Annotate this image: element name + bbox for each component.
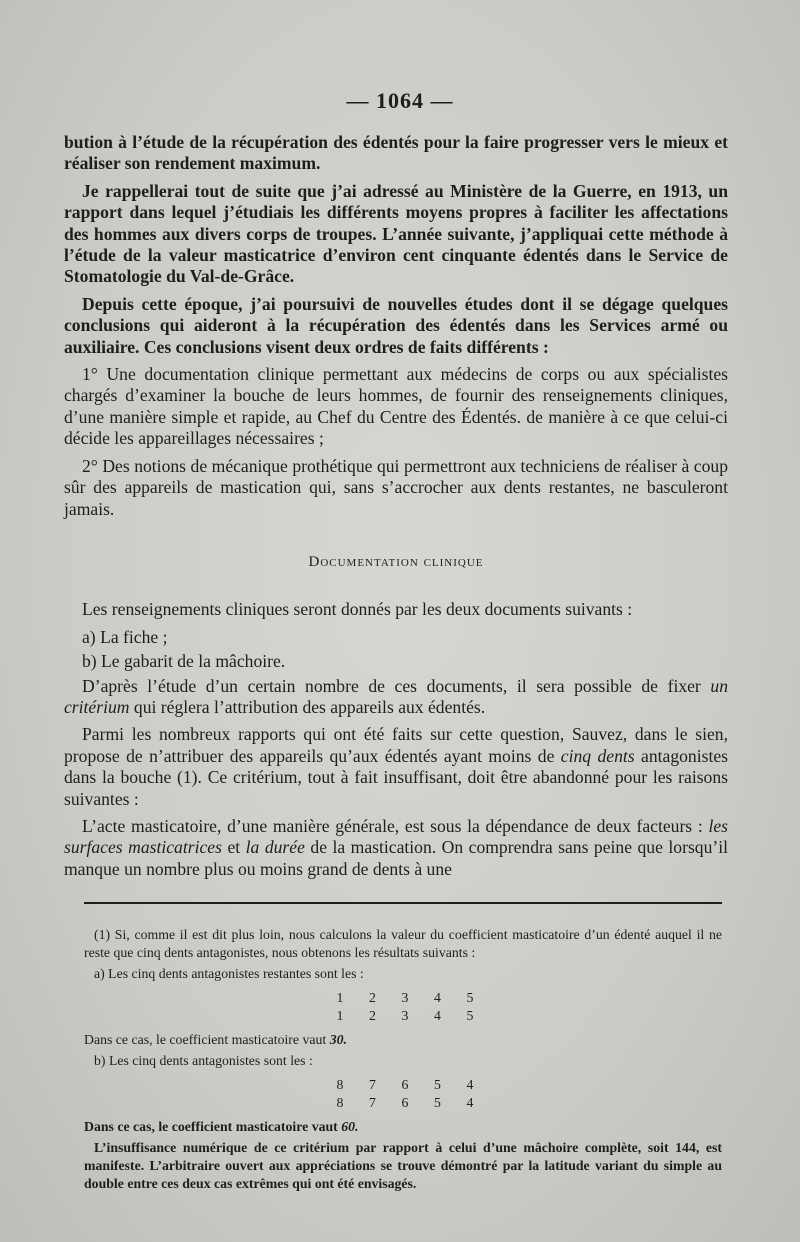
tooth-number: 6	[401, 1077, 409, 1092]
paragraph-2: Je rappellerai tout de suite que j’ai adressé au Ministère de la Guerre, en 1913, un rapport dans lequel j’étudiais les différents moyens propres à faciliter les affectations des hommes aux divers corps de troupes. L’année suivante, j’appliquai cette méthode à l’étude de la valeur masticatrice d’environ cent cinquante édentés dans le Service de Stomatologie du Val-de-Grâce.	[64, 180, 728, 287]
paragraph-5: 2° Des notions de mécanique prothétique qui permettront aux techniciens de réaliser à coup sûr des appareils de mastication qui, sans s’accrocher aux dents restantes, ne basculeront jamais.	[64, 455, 728, 519]
tooth-number: 4	[434, 990, 441, 1005]
paragraph-7-end: antagonistes dans la bouche (1). Ce critérium, tout à fait insuffisant, doit être abandonné pour les raisons suivantes :	[64, 745, 729, 809]
paragraph-6-start: D’après l’étude d’un certain nombre de ces documents, il sera possible de fixer	[82, 675, 701, 696]
paragraph-6-end: qui réglera l’attribution des appareils aux édentés.	[133, 696, 486, 717]
tooth-number: 7	[369, 1095, 376, 1110]
tooth-number: 8	[336, 1077, 344, 1092]
footnote	[84, 902, 722, 1196]
paragraph-7	[64, 724, 728, 810]
tooth-row	[330, 1076, 480, 1094]
paragraph-1: bution à l’étude de la récupération des édentés pour la faire progresser vers le mieux et réaliser son rendement maximum.	[64, 132, 728, 174]
tooth-number: 6	[401, 1095, 409, 1110]
list-item-a: a) La fiche ;	[82, 626, 168, 647]
tooth-table-a	[84, 989, 722, 1025]
main-text	[64, 132, 728, 886]
paragraph-8-start: L’acte masticatoire, d’une manière générale, est sous la dépendance de deux facteurs :	[82, 815, 703, 836]
paragraph-6-italic: un critérium	[64, 675, 728, 717]
result-text: Dans ce cas, le coefficient masticatoire vaut	[84, 1119, 338, 1134]
tooth-number: 8	[336, 1095, 344, 1110]
footnote-conclusion: L’insuffisance numérique de ce critérium par rapport à celui d’une mâchoire complète, soit 144, est manifeste. L’arbitraire ouvert aux appréciations se trouve démontré par la latitude variant du simple au double entre ces deux cas extrêmes qui ont été envisagés.	[84, 1140, 722, 1191]
tooth-number: 5	[434, 1095, 441, 1110]
footnote-result-a	[84, 1031, 722, 1049]
tooth-number: 7	[369, 1077, 376, 1092]
paragraph-6	[64, 676, 728, 719]
page-number: — 1064 —	[346, 88, 454, 113]
paragraph-7-italic: cinq dents	[560, 745, 635, 766]
footnote-result-b	[84, 1118, 722, 1136]
tooth-number: 4	[466, 1095, 474, 1110]
list-item-b: b) Le gabarit de la mâchoire.	[82, 651, 286, 672]
tooth-table-b	[84, 1076, 722, 1112]
footnote-case-a: a) Les cinq dents antagonistes restantes sont les :	[94, 966, 364, 981]
tooth-number: 4	[434, 1008, 441, 1023]
paragraph-7-start: Parmi les nombreux rapports qui ont été faits sur cette question, Sauvez, dans le sien, propose de n’attribuer des appareils qu’aux édentés ayant moins de	[64, 724, 728, 766]
paragraph-4: 1° Une documentation clinique permettant aux médecins de corps ou aux spécialistes chargés d’examiner la bouche de leurs hommes, de fournir des renseignements cliniques, d’une manière simple et rapide, au Chef du Centre des Édentés. de manière à ce que celui-ci décide les appareillages nécessaires ;	[64, 364, 728, 449]
paragraph-3: Depuis cette époque, j’ai poursuivi de nouvelles études dont il se dégage quelques conclusions qui aideront à la récupération des édentés dans les Services armé ou auxiliaire. Ces conclusions visent deux ordres de faits différents :	[64, 293, 728, 357]
tooth-number: 5	[434, 1077, 441, 1092]
tooth-row	[330, 1007, 480, 1025]
tooth-number: 4	[466, 1077, 474, 1092]
tooth-number: 2	[369, 990, 376, 1005]
result-text: Dans ce cas, le coefficient masticatoire vaut	[84, 1032, 327, 1047]
tooth-number: 3	[401, 1008, 409, 1023]
result-value: 60.	[341, 1119, 359, 1134]
tooth-number: 1	[336, 1008, 344, 1023]
footnote-case-b: b) Les cinq dents antagonistes sont les :	[94, 1053, 313, 1068]
tooth-row	[330, 1094, 480, 1112]
footnote-1: (1) Si, comme il est dit plus loin, nous calculons la valeur du coefficient masticatoire d’un édenté auquel il ne reste que cinq dents antagonistes, nous obtenons les résultats suivants :	[84, 927, 722, 960]
paragraph-8-italic-2: la durée	[245, 837, 305, 858]
paragraph-8-mid: et	[227, 837, 241, 858]
tooth-number: 3	[401, 990, 409, 1005]
paragraph-8	[64, 816, 728, 880]
section-heading: Documentation clinique	[308, 553, 484, 570]
tooth-row	[330, 989, 480, 1007]
tooth-number: 5	[466, 1008, 474, 1023]
tooth-number: 1	[336, 990, 344, 1005]
tooth-number: 2	[369, 1008, 376, 1023]
result-value: 30.	[329, 1032, 347, 1047]
paragraph-8-end: de la mastication. On comprendra sans peine que lorsqu’il manque un nombre plus ou moins grand de dents à une	[64, 837, 729, 879]
section-intro: Les renseignements cliniques seront donnés par les deux documents suivants :	[82, 599, 633, 620]
paragraph-8-italic-1: les surfaces masticatrices	[64, 815, 729, 858]
tooth-number: 5	[466, 990, 474, 1005]
